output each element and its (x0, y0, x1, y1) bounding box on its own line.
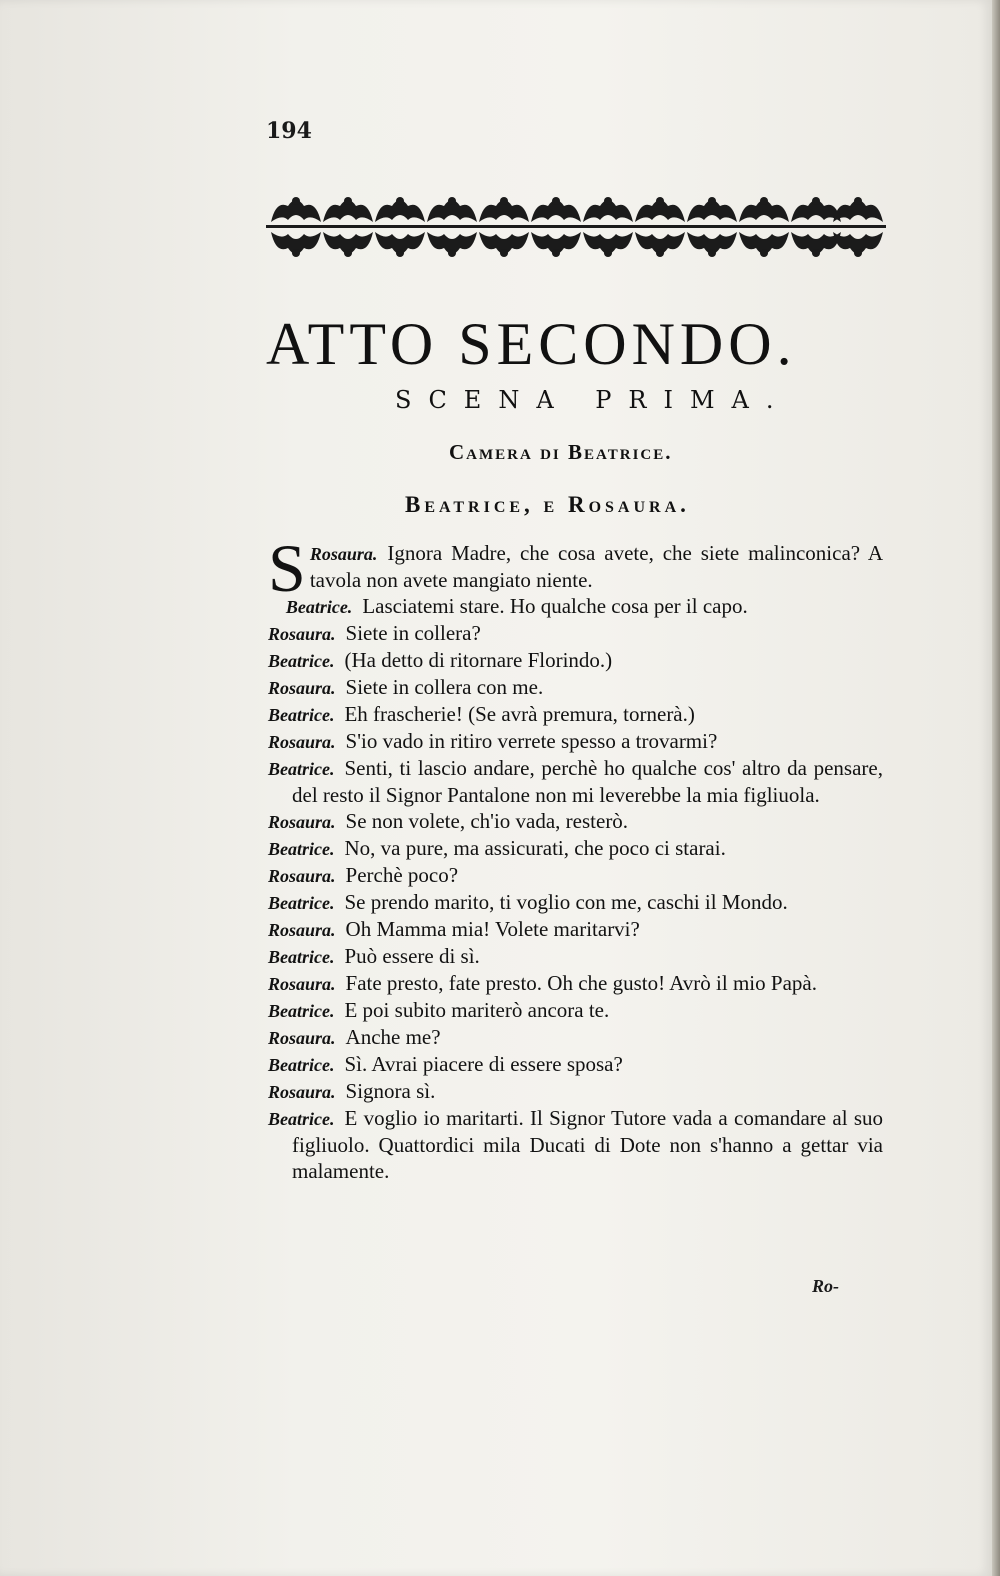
speaker-name: Beatrice. (268, 1055, 335, 1075)
speaker-name: Beatrice. (268, 839, 335, 859)
dialogue-text: Anche me? (345, 1025, 441, 1049)
dialogue-line (268, 997, 883, 1024)
drop-capital: S (268, 530, 306, 606)
speaker-name: Beatrice. (268, 947, 335, 967)
dialogue-line (268, 1105, 883, 1184)
speaker-name: Rosaura. (309, 544, 378, 564)
dialogue-text: Sì. Avrai piacere di essere sposa? (344, 1052, 623, 1076)
dialogue-line (268, 755, 883, 808)
scene-title: SCENA PRIMA. (395, 386, 791, 414)
dialogue-text: Signora sì. (345, 1079, 436, 1103)
page-number: 194 (266, 118, 312, 144)
dialogue-text: Se non volete, ch'io vada, resterò. (345, 809, 629, 833)
speaker-name: Beatrice. (268, 1109, 335, 1129)
dialogue-text: Senti, ti lascio andare, perchè ho qualche cos' altro da pensare, del resto il Signor Pantalone non mi leverebbe la mia figliuola. (292, 756, 883, 807)
speaker-name: Rosaura. (268, 1028, 336, 1048)
catchword: Ro- (812, 1276, 839, 1296)
speaker-name: Rosaura. (268, 732, 336, 752)
speaker-name: Rosaura. (268, 678, 336, 698)
dialogue-line (268, 593, 883, 620)
scene-setting: Camera di Beatrice. (449, 440, 673, 464)
dialogue-line (268, 674, 883, 701)
dialogue-line (268, 889, 883, 916)
speaker-name: Rosaura. (268, 974, 336, 994)
dialogue-line (268, 1024, 883, 1051)
dialogue-block (268, 530, 883, 1184)
dialogue-text: Se prendo marito, ti voglio con me, caschi il Mondo. (344, 890, 788, 914)
dialogue-text: (Ha detto di ritornare Florindo.) (344, 648, 613, 672)
speaker-name: Beatrice. (268, 705, 335, 725)
speaker-name: Beatrice. (268, 893, 335, 913)
dialogue-line (268, 862, 883, 889)
speaker-name: Rosaura. (268, 920, 336, 940)
speaker-name: Rosaura. (268, 866, 336, 886)
dialogue-text: S'io vado in ritiro verrete spesso a trovarmi? (345, 729, 718, 753)
dialogue-line (268, 808, 883, 835)
speaker-name: Rosaura. (268, 624, 336, 644)
dialogue-text: E voglio io maritarti. Il Signor Tutore vada a comandare al suo figliuolo. Quattordici mila Ducati di Dote non s'hanno a gettar via malamente. (292, 1106, 883, 1183)
decorative-ornament-band (266, 192, 886, 262)
speaker-name: Beatrice. (268, 759, 335, 779)
dialogue-text: Fate presto, fate presto. Oh che gusto! Avrò il mio Papà. (345, 971, 817, 995)
dialogue-line (268, 701, 883, 728)
dialogue-text: Perchè poco? (345, 863, 459, 887)
dialogue-text: No, va pure, ma assicurati, che poco ci starai. (344, 836, 726, 860)
speaker-name: Rosaura. (268, 812, 336, 832)
dialogue-text: Siete in collera? (345, 621, 481, 645)
dialogue-line (268, 1051, 883, 1078)
dialogue-text: Oh Mamma mia! Volete maritarvi? (345, 917, 640, 941)
speaker-name: Beatrice. (268, 1001, 335, 1021)
dialogue-text: Può essere di sì. (344, 944, 480, 968)
dialogue-line (268, 835, 883, 862)
dialogue-line (268, 1078, 883, 1105)
dialogue-text: Siete in collera con me. (345, 675, 544, 699)
dialogue-text: E poi subito mariterò ancora te. (344, 998, 610, 1022)
speaker-name: Beatrice. (285, 597, 353, 617)
dialogue-line (268, 620, 883, 647)
dialogue-line (268, 647, 883, 674)
dialogue-text: Lasciatemi stare. Ho qualche cosa per il capo. (362, 594, 748, 618)
speaker-name: Beatrice. (268, 651, 335, 671)
dialogue-text: Ignora Madre, che cosa avete, che siete malinconica? A tavola non avete mangiato niente. (309, 541, 883, 592)
dialogue-line (268, 970, 883, 997)
dialogue-line (268, 943, 883, 970)
act-title: ATTO SECONDO. (266, 311, 797, 377)
scene-characters: Beatrice, e Rosaura. (405, 492, 690, 517)
dialogue-line (268, 728, 883, 755)
dialogue-line (268, 916, 883, 943)
speaker-name: Rosaura. (268, 1082, 336, 1102)
page-edge (992, 0, 1000, 1576)
dialogue-text: Eh frascherie! (Se avrà premura, tornerà.) (344, 702, 695, 726)
